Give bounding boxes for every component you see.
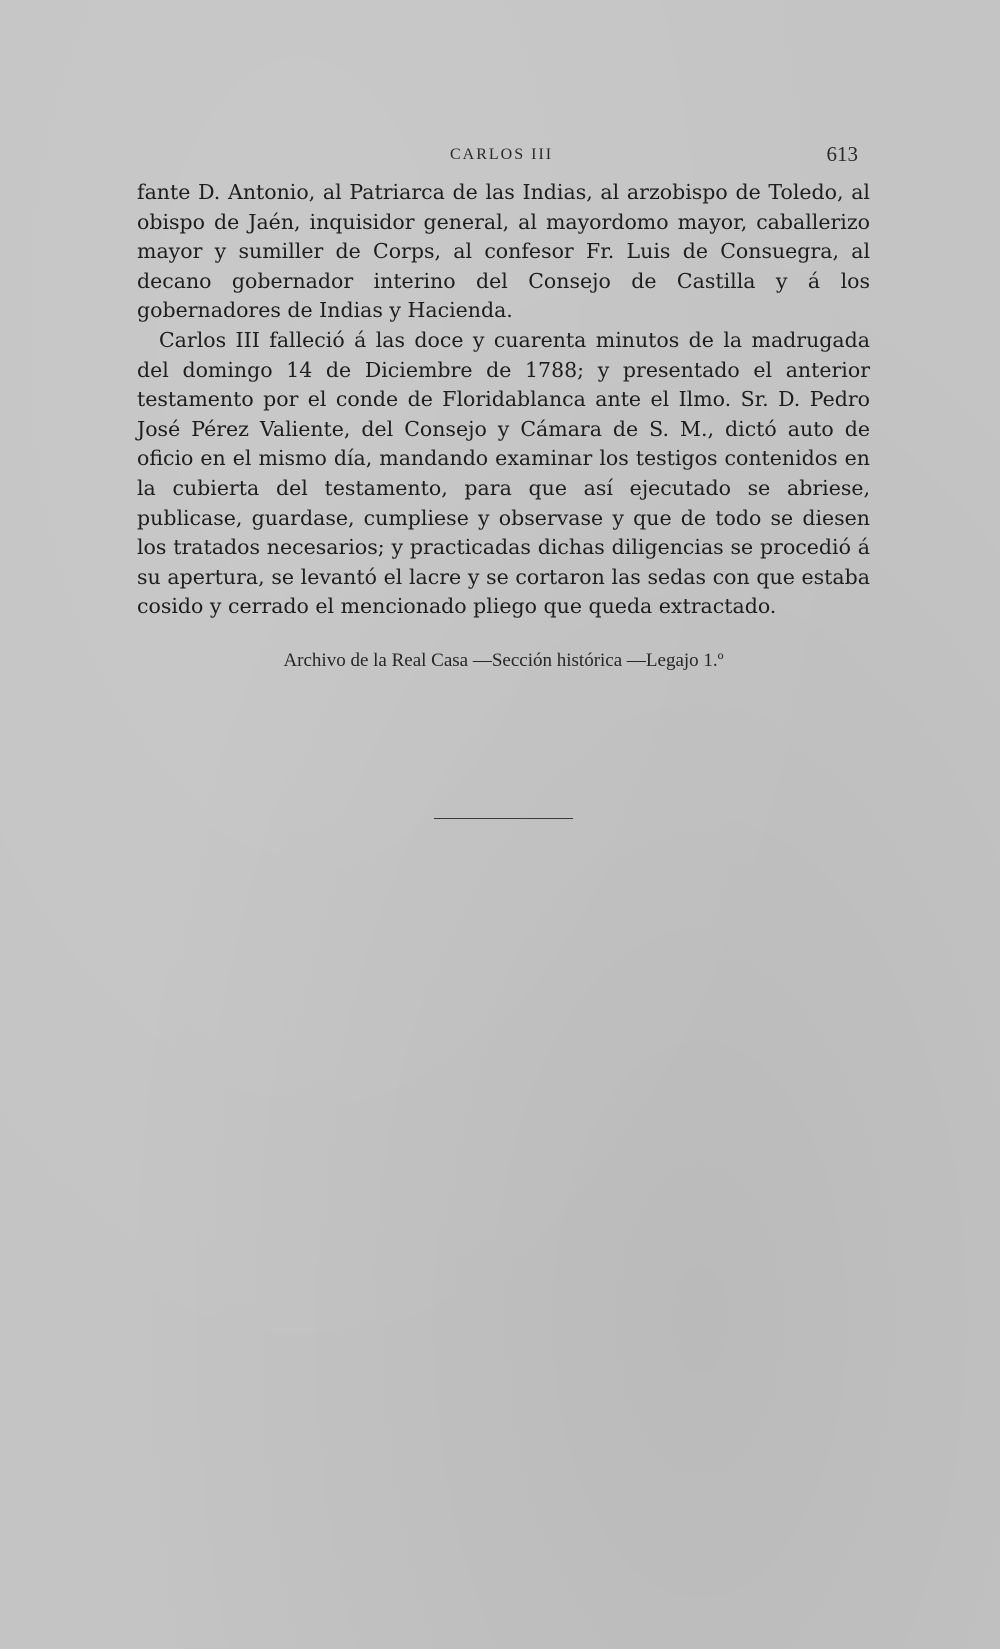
body-text xyxy=(137,178,870,622)
paragraph-continuation: fante D. Antonio, al Patriarca de las Indias, al arzobispo de Toledo, al obispo de Jaén, inquisidor general, al mayordomo mayor, caballerizo mayor y sumiller de Corps, al confesor Fr. Luis de Consuegra, al decano gobernador interino del Consejo de Castilla y á los gobernadores de Indias y Hacienda. xyxy=(137,180,870,323)
page-header xyxy=(139,142,858,174)
page-number: 613 xyxy=(826,142,858,166)
section-divider xyxy=(434,818,573,819)
source-citation: Archivo de la Real Casa —Sección histórica —Legajo 1.º xyxy=(283,650,724,671)
paragraph-death-of-carlos-iii: Carlos III falleció á las doce y cuarenta minutos de la madrugada del domingo 14 de Diciembre de 1788; y presentado el anterior testamento por el conde de Floridablanca ante el Ilmo. Sr. D. Pedro José Pérez Valiente, del Consejo y Cámara de S. M., dictó auto de oficio en el mismo día, mandando examinar los testigos contenidos en la cubierta del testamento, para que así ejecutado se abriese, publicase, guardase, cumpliese y observase y que de todo se diesen los tratados necesarios; y practicadas dichas diligencias se procedió á su apertura, se levantó el lacre y se cortaron las sedas con que estaba cosido y cerrado el mencionado pliego que queda extractado. xyxy=(137,327,870,619)
running-title: CARLOS III xyxy=(450,146,554,163)
